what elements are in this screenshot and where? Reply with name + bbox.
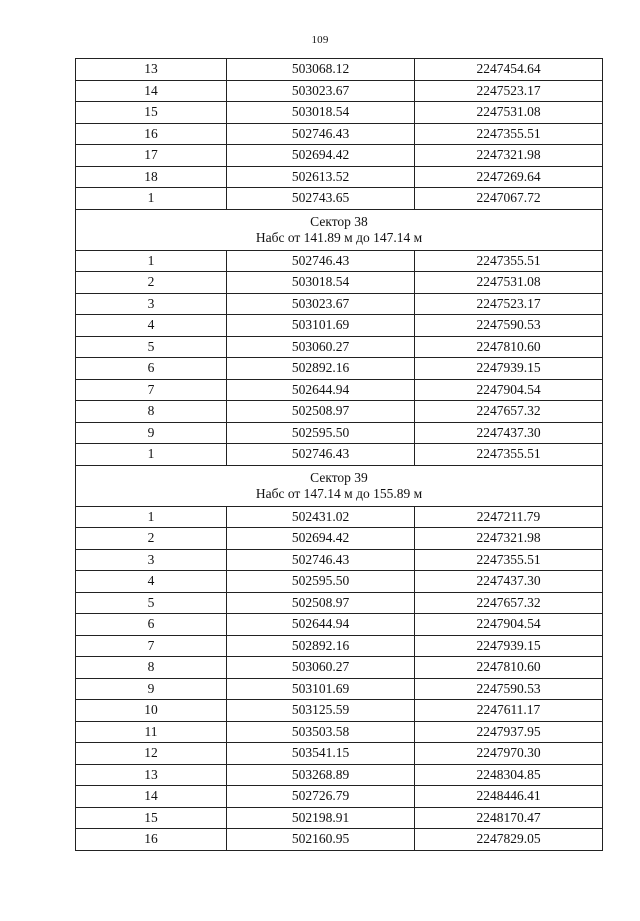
point-number-cell: 9 <box>76 678 227 700</box>
point-number-cell: 16 <box>76 123 227 145</box>
y-coordinate-cell: 2248170.47 <box>415 807 603 829</box>
point-number-cell: 3 <box>76 549 227 571</box>
x-coordinate-cell: 503018.54 <box>227 102 415 124</box>
table-row <box>76 293 603 315</box>
point-number-cell: 7 <box>76 379 227 401</box>
page-number: 109 <box>311 34 329 46</box>
table-row <box>76 166 603 188</box>
y-coordinate-cell: 2247904.54 <box>415 614 603 636</box>
table-row <box>76 807 603 829</box>
table-row <box>76 102 603 124</box>
y-coordinate-cell: 2247211.79 <box>415 506 603 528</box>
point-number-cell: 8 <box>76 401 227 423</box>
point-number-cell: 4 <box>76 571 227 593</box>
y-coordinate-cell: 2247657.32 <box>415 401 603 423</box>
sector-header <box>76 209 603 250</box>
y-coordinate-cell: 2247939.15 <box>415 635 603 657</box>
table-row <box>76 123 603 145</box>
table-row <box>76 401 603 423</box>
y-coordinate-cell: 2247937.95 <box>415 721 603 743</box>
point-number-cell: 14 <box>76 80 227 102</box>
table-row <box>76 657 603 679</box>
x-coordinate-cell: 502508.97 <box>227 592 415 614</box>
y-coordinate-cell: 2247611.17 <box>415 700 603 722</box>
sector-header-row <box>76 465 603 506</box>
point-number-cell: 10 <box>76 700 227 722</box>
y-coordinate-cell: 2247355.51 <box>415 250 603 272</box>
x-coordinate-cell: 502595.50 <box>227 422 415 444</box>
table-row <box>76 272 603 294</box>
x-coordinate-cell: 502160.95 <box>227 829 415 851</box>
y-coordinate-cell: 2247523.17 <box>415 293 603 315</box>
table-row <box>76 829 603 851</box>
table-row <box>76 592 603 614</box>
x-coordinate-cell: 502198.91 <box>227 807 415 829</box>
x-coordinate-cell: 502694.42 <box>227 145 415 167</box>
point-number-cell: 6 <box>76 358 227 380</box>
y-coordinate-cell: 2247590.53 <box>415 678 603 700</box>
x-coordinate-cell: 502746.43 <box>227 123 415 145</box>
y-coordinate-cell: 2247939.15 <box>415 358 603 380</box>
point-number-cell: 12 <box>76 743 227 765</box>
point-number-cell: 1 <box>76 188 227 210</box>
x-coordinate-cell: 502508.97 <box>227 401 415 423</box>
table-row <box>76 571 603 593</box>
table-row <box>76 145 603 167</box>
y-coordinate-cell: 2247269.64 <box>415 166 603 188</box>
y-coordinate-cell: 2247067.72 <box>415 188 603 210</box>
x-coordinate-cell: 502431.02 <box>227 506 415 528</box>
table-row <box>76 315 603 337</box>
table-row <box>76 700 603 722</box>
x-coordinate-cell: 503023.67 <box>227 80 415 102</box>
y-coordinate-cell: 2247531.08 <box>415 102 603 124</box>
x-coordinate-cell: 502892.16 <box>227 358 415 380</box>
x-coordinate-cell: 503023.67 <box>227 293 415 315</box>
y-coordinate-cell: 2247970.30 <box>415 743 603 765</box>
y-coordinate-cell: 2247321.98 <box>415 145 603 167</box>
table-row <box>76 678 603 700</box>
point-number-cell: 17 <box>76 145 227 167</box>
x-coordinate-cell: 503101.69 <box>227 315 415 337</box>
x-coordinate-cell: 503268.89 <box>227 764 415 786</box>
sector-title: Сектор 39 <box>310 469 368 485</box>
y-coordinate-cell: 2247355.51 <box>415 123 603 145</box>
x-coordinate-cell: 502892.16 <box>227 635 415 657</box>
x-coordinate-cell: 503068.12 <box>227 59 415 81</box>
table-row <box>76 80 603 102</box>
x-coordinate-cell: 502644.94 <box>227 379 415 401</box>
table-row <box>76 422 603 444</box>
table-row <box>76 614 603 636</box>
point-number-cell: 15 <box>76 102 227 124</box>
y-coordinate-cell: 2247810.60 <box>415 336 603 358</box>
point-number-cell: 15 <box>76 807 227 829</box>
table-row <box>76 764 603 786</box>
x-coordinate-cell: 502746.43 <box>227 250 415 272</box>
point-number-cell: 14 <box>76 786 227 808</box>
point-number-cell: 1 <box>76 444 227 466</box>
table-row <box>76 786 603 808</box>
sector-height-range: Набс от 141.89 м до 147.14 м <box>255 229 423 245</box>
table-row <box>76 528 603 550</box>
coordinates-table <box>75 58 603 851</box>
y-coordinate-cell: 2247355.51 <box>415 444 603 466</box>
y-coordinate-cell: 2247904.54 <box>415 379 603 401</box>
x-coordinate-cell: 503541.15 <box>227 743 415 765</box>
y-coordinate-cell: 2248446.41 <box>415 786 603 808</box>
x-coordinate-cell: 502595.50 <box>227 571 415 593</box>
y-coordinate-cell: 2247321.98 <box>415 528 603 550</box>
point-number-cell: 1 <box>76 506 227 528</box>
table-row <box>76 743 603 765</box>
y-coordinate-cell: 2247829.05 <box>415 829 603 851</box>
y-coordinate-cell: 2247437.30 <box>415 571 603 593</box>
y-coordinate-cell: 2247454.64 <box>415 59 603 81</box>
x-coordinate-cell: 503018.54 <box>227 272 415 294</box>
table-row <box>76 336 603 358</box>
table-row <box>76 250 603 272</box>
x-coordinate-cell: 503060.27 <box>227 657 415 679</box>
point-number-cell: 2 <box>76 272 227 294</box>
y-coordinate-cell: 2247657.32 <box>415 592 603 614</box>
table-row <box>76 59 603 81</box>
sector-title: Сектор 38 <box>310 213 368 229</box>
point-number-cell: 9 <box>76 422 227 444</box>
sector-header-row <box>76 209 603 250</box>
point-number-cell: 3 <box>76 293 227 315</box>
point-number-cell: 13 <box>76 59 227 81</box>
x-coordinate-cell: 503125.59 <box>227 700 415 722</box>
y-coordinate-cell: 2248304.85 <box>415 764 603 786</box>
y-coordinate-cell: 2247810.60 <box>415 657 603 679</box>
x-coordinate-cell: 502613.52 <box>227 166 415 188</box>
point-number-cell: 6 <box>76 614 227 636</box>
table-row <box>76 379 603 401</box>
table-row <box>76 188 603 210</box>
table-row <box>76 358 603 380</box>
x-coordinate-cell: 502746.43 <box>227 444 415 466</box>
sector-height-range: Набс от 147.14 м до 155.89 м <box>255 485 423 501</box>
x-coordinate-cell: 502694.42 <box>227 528 415 550</box>
table-row <box>76 721 603 743</box>
point-number-cell: 13 <box>76 764 227 786</box>
sector-header <box>76 465 603 506</box>
x-coordinate-cell: 502726.79 <box>227 786 415 808</box>
point-number-cell: 5 <box>76 336 227 358</box>
x-coordinate-cell: 502644.94 <box>227 614 415 636</box>
table-row <box>76 549 603 571</box>
table-row <box>76 506 603 528</box>
y-coordinate-cell: 2247590.53 <box>415 315 603 337</box>
point-number-cell: 16 <box>76 829 227 851</box>
point-number-cell: 11 <box>76 721 227 743</box>
y-coordinate-cell: 2247531.08 <box>415 272 603 294</box>
point-number-cell: 8 <box>76 657 227 679</box>
y-coordinate-cell: 2247523.17 <box>415 80 603 102</box>
point-number-cell: 1 <box>76 250 227 272</box>
x-coordinate-cell: 503101.69 <box>227 678 415 700</box>
x-coordinate-cell: 502743.65 <box>227 188 415 210</box>
point-number-cell: 7 <box>76 635 227 657</box>
x-coordinate-cell: 503060.27 <box>227 336 415 358</box>
table-row <box>76 444 603 466</box>
point-number-cell: 5 <box>76 592 227 614</box>
x-coordinate-cell: 502746.43 <box>227 549 415 571</box>
point-number-cell: 2 <box>76 528 227 550</box>
point-number-cell: 18 <box>76 166 227 188</box>
y-coordinate-cell: 2247437.30 <box>415 422 603 444</box>
table-row <box>76 635 603 657</box>
point-number-cell: 4 <box>76 315 227 337</box>
coordinates-table-body <box>76 59 603 851</box>
x-coordinate-cell: 503503.58 <box>227 721 415 743</box>
y-coordinate-cell: 2247355.51 <box>415 549 603 571</box>
